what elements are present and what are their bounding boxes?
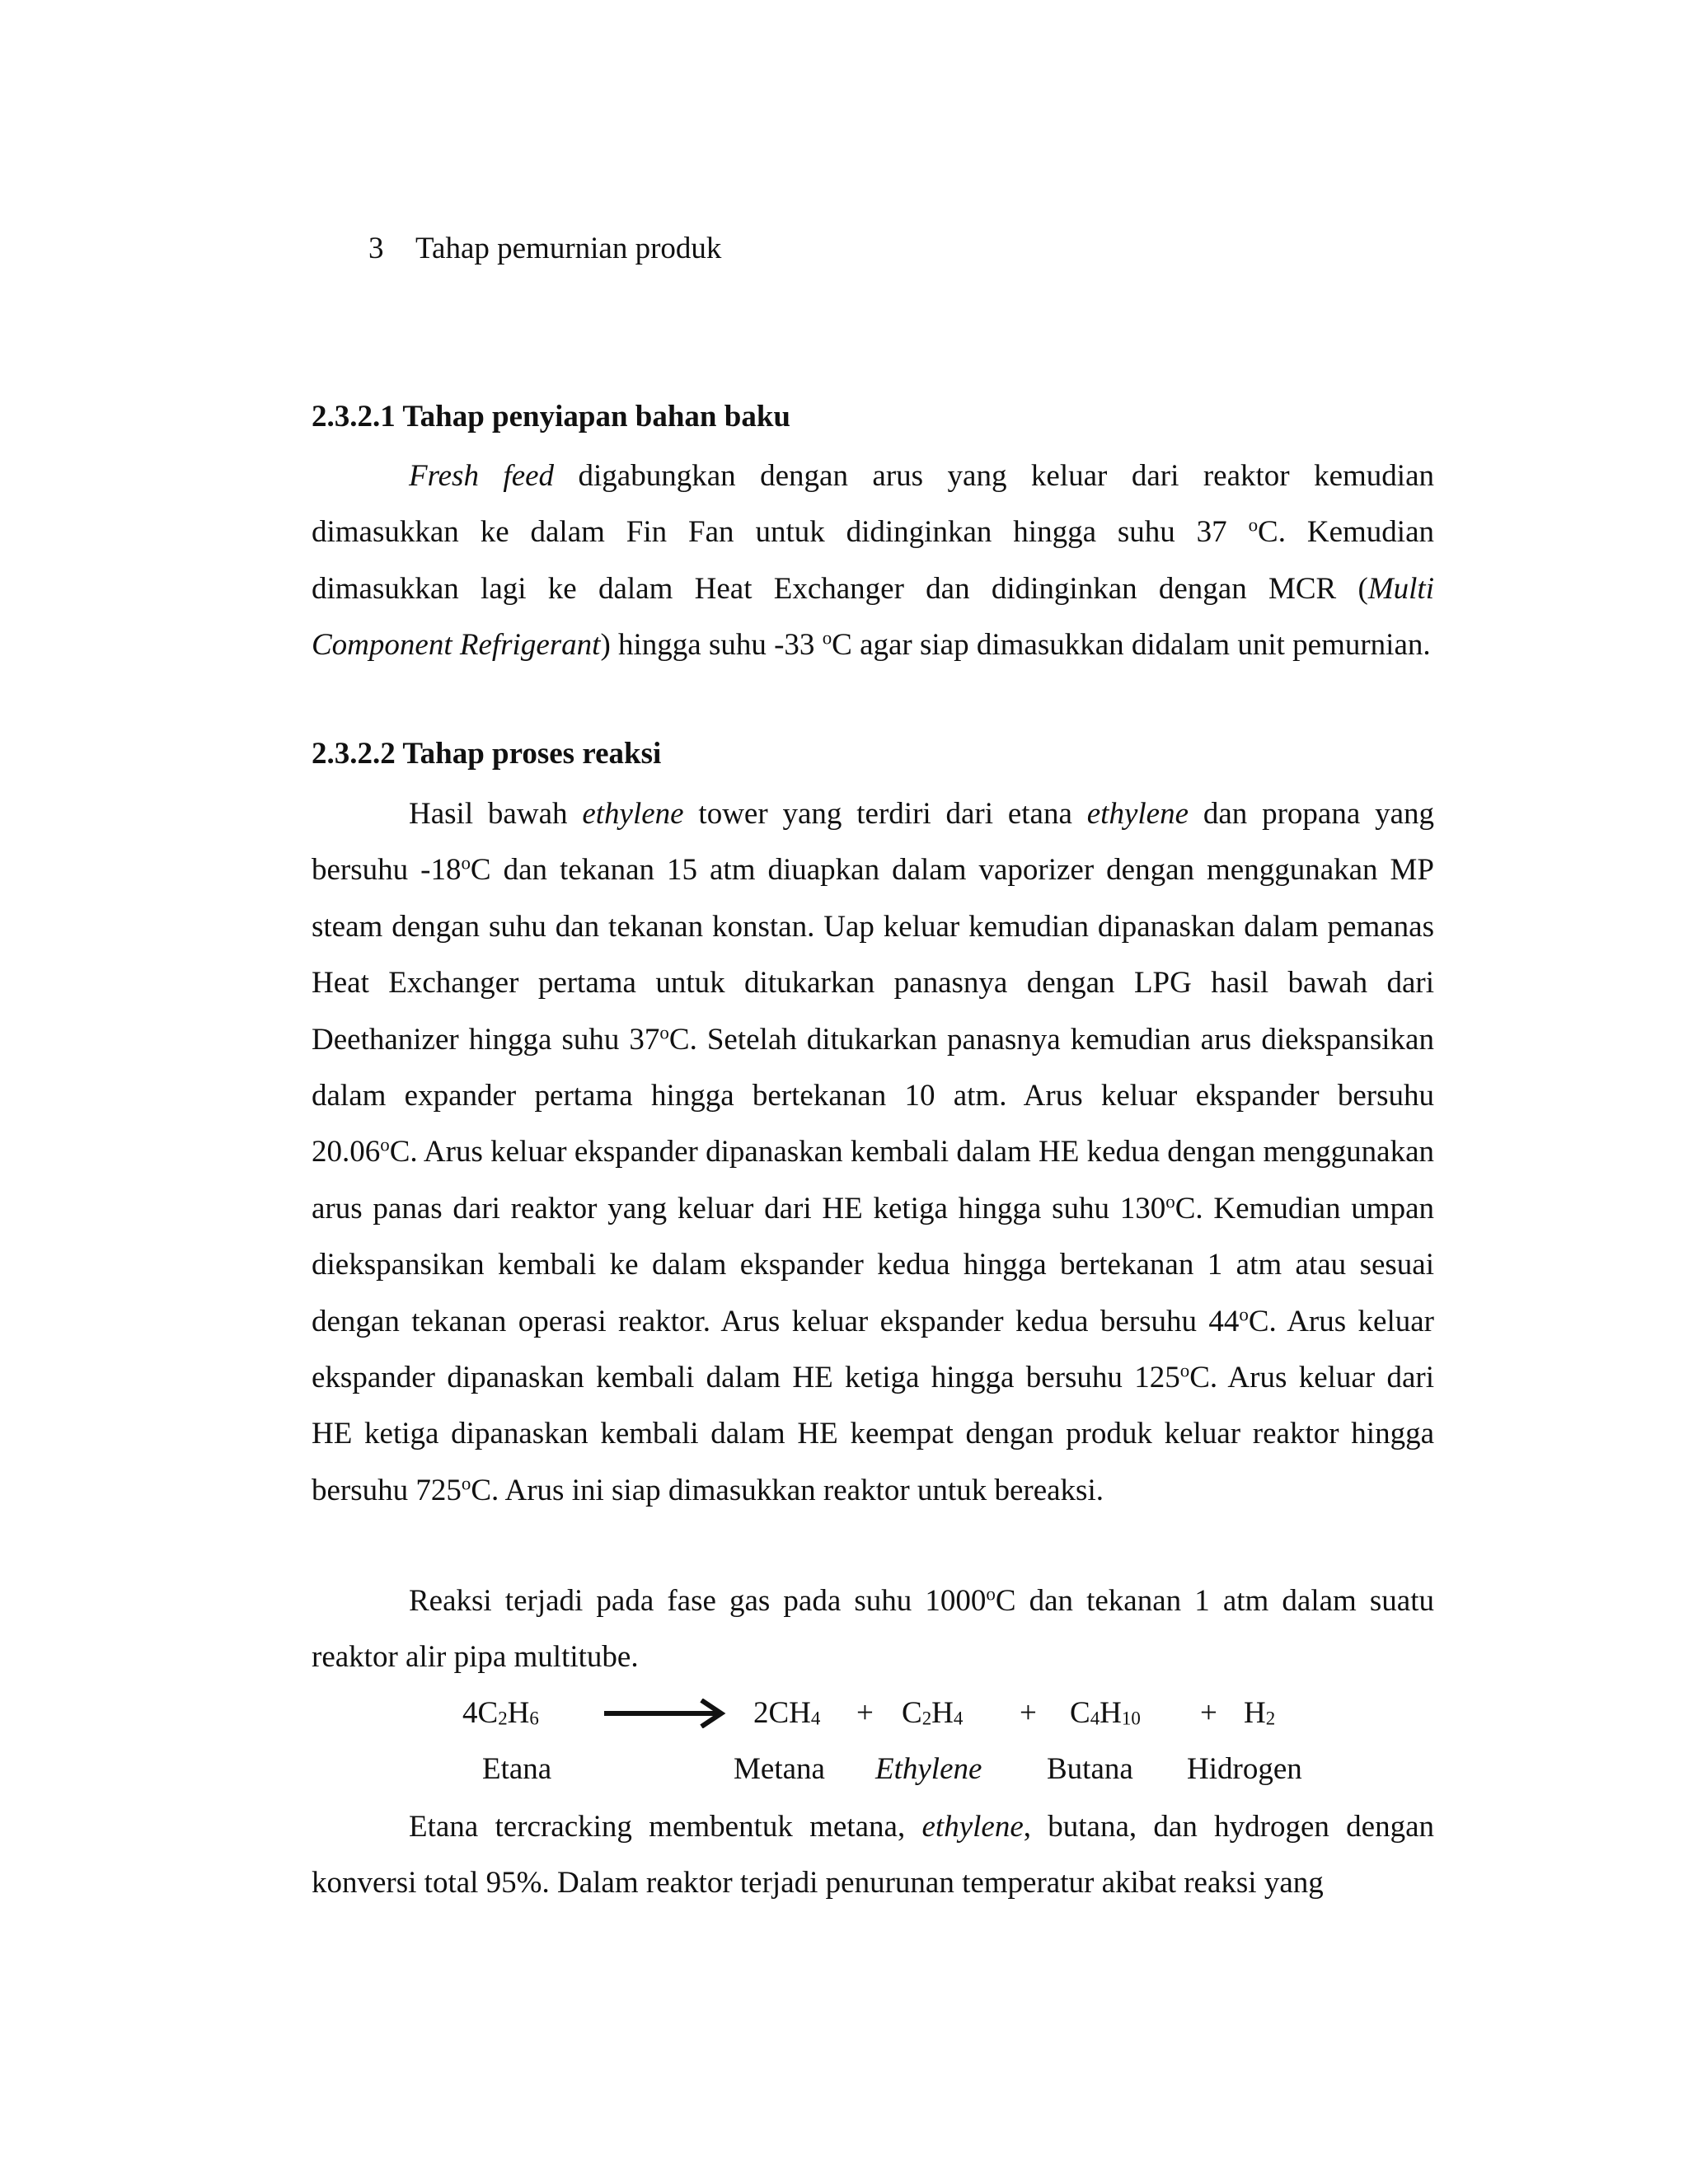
- paragraph-proses-reaksi: Hasil bawah ethylene tower yang terdiri dari etana ethylene dan propana yang bersuhu -18$^o$C dan tekanan 15 atm diuapkan dalam vaporizer dengan menggunakan MP steam dengan suhu dan tekanan konstan. Uap keluar kemudian dipanaskan dalam pemanas Heat Exchanger pertama untuk ditukarkan panasnya dengan LPG hasil bawah dari Deethanizer hingga suhu 37$^o$C. Setelah ditukarkan panasnya kemudian arus diekspansikan dalam expander pertama hingga bertekanan 10 atm. Arus keluar ekspander bersuhu 20.06$^o$C. Arus keluar ekspander dipanaskan kembali dalam HE kedua dengan menggunakan arus panas dari reaktor yang keluar dari HE ketiga hingga suhu 130$^o$C. Kemudian umpan diekspansikan kembali ke dalam ekspander kedua hingga bertekanan 1 atm atau sesuai dengan tekanan operasi reaktor. Arus keluar ekspander kedua bersuhu 44$^o$C. Arus keluar ekspander dipanaskan kembali dalam HE ketiga hingga bersuhu 125$^o$C. Arus keluar dari HE ketiga dipanaskan kembali dalam HE keempat dengan produk keluar reaktor hingga bersuhu 725$^o$C. Arus ini siap dimasukkan reaktor untuk bereaksi.: [312, 797, 1435, 1507]
- paragraph-bahan-baku: Fresh feed digabungkan dengan arus yang keluar dari reaktor kemudian dimasukkan ke dalam Fin Fan untuk didinginkan hingga suhu 37 $^o$C. Kemudian dimasukkan lagi ke dalam Heat Exchanger dan didinginkan dengan MCR (Multi Component Refrigerant) hingga suhu -33 $^o$C agar siap dimasukkan didalam unit pemurnian.: [312, 459, 1434, 663]
- italic-fresh-feed: Fresh feed: [409, 459, 555, 493]
- equation-reactant: $4C_2H_6$: [462, 1696, 539, 1730]
- section-heading-bahan-baku: 2.3.2.1 Tahap penyiapan bahan baku: [312, 400, 790, 434]
- equation-label-metana: Metana: [734, 1752, 825, 1786]
- equation-plus: +: [856, 1696, 874, 1730]
- list-item: [368, 228, 721, 269]
- equation-label-etana: Etana: [482, 1752, 552, 1786]
- equation-label-ethylene: Ethylene: [875, 1752, 982, 1786]
- equation-plus: +: [1200, 1696, 1217, 1730]
- paragraph-cracking: Etana tercracking membentuk metana, ethylene, butana, dan hydrogen dengan konversi total 95%. Dalam reaktor terjadi penurunan temperatur akibat reaksi yang: [312, 1810, 1434, 1900]
- section-heading-proses-reaksi: 2.3.2.2 Tahap proses reaksi: [312, 737, 662, 771]
- equation-product-butane: $C_4H_{10}$: [1070, 1696, 1141, 1730]
- italic-mcr: Multi Component Refrigerant: [312, 571, 1434, 663]
- equation-label-hidrogen: Hidrogen: [1187, 1752, 1302, 1786]
- equation-product-ethylene: $C_2H_4$: [902, 1696, 964, 1730]
- list-text: Tahap pemurnian produk: [415, 232, 722, 265]
- reaction-arrow-icon: [604, 1699, 728, 1728]
- equation-plus: +: [1020, 1696, 1037, 1730]
- equation-label-butana: Butana: [1047, 1752, 1133, 1786]
- paragraph-reaksi-fase-gas: Reaksi terjadi pada fase gas pada suhu 1000$^o$C dan tekanan 1 atm dalam suatu reaktor alir pipa multitube.: [312, 1583, 1435, 1675]
- list-number: 3: [368, 232, 384, 265]
- equation-product-methane: $2CH_4$: [753, 1696, 821, 1730]
- equation-product-hydrogen: $H_2$: [1244, 1696, 1276, 1730]
